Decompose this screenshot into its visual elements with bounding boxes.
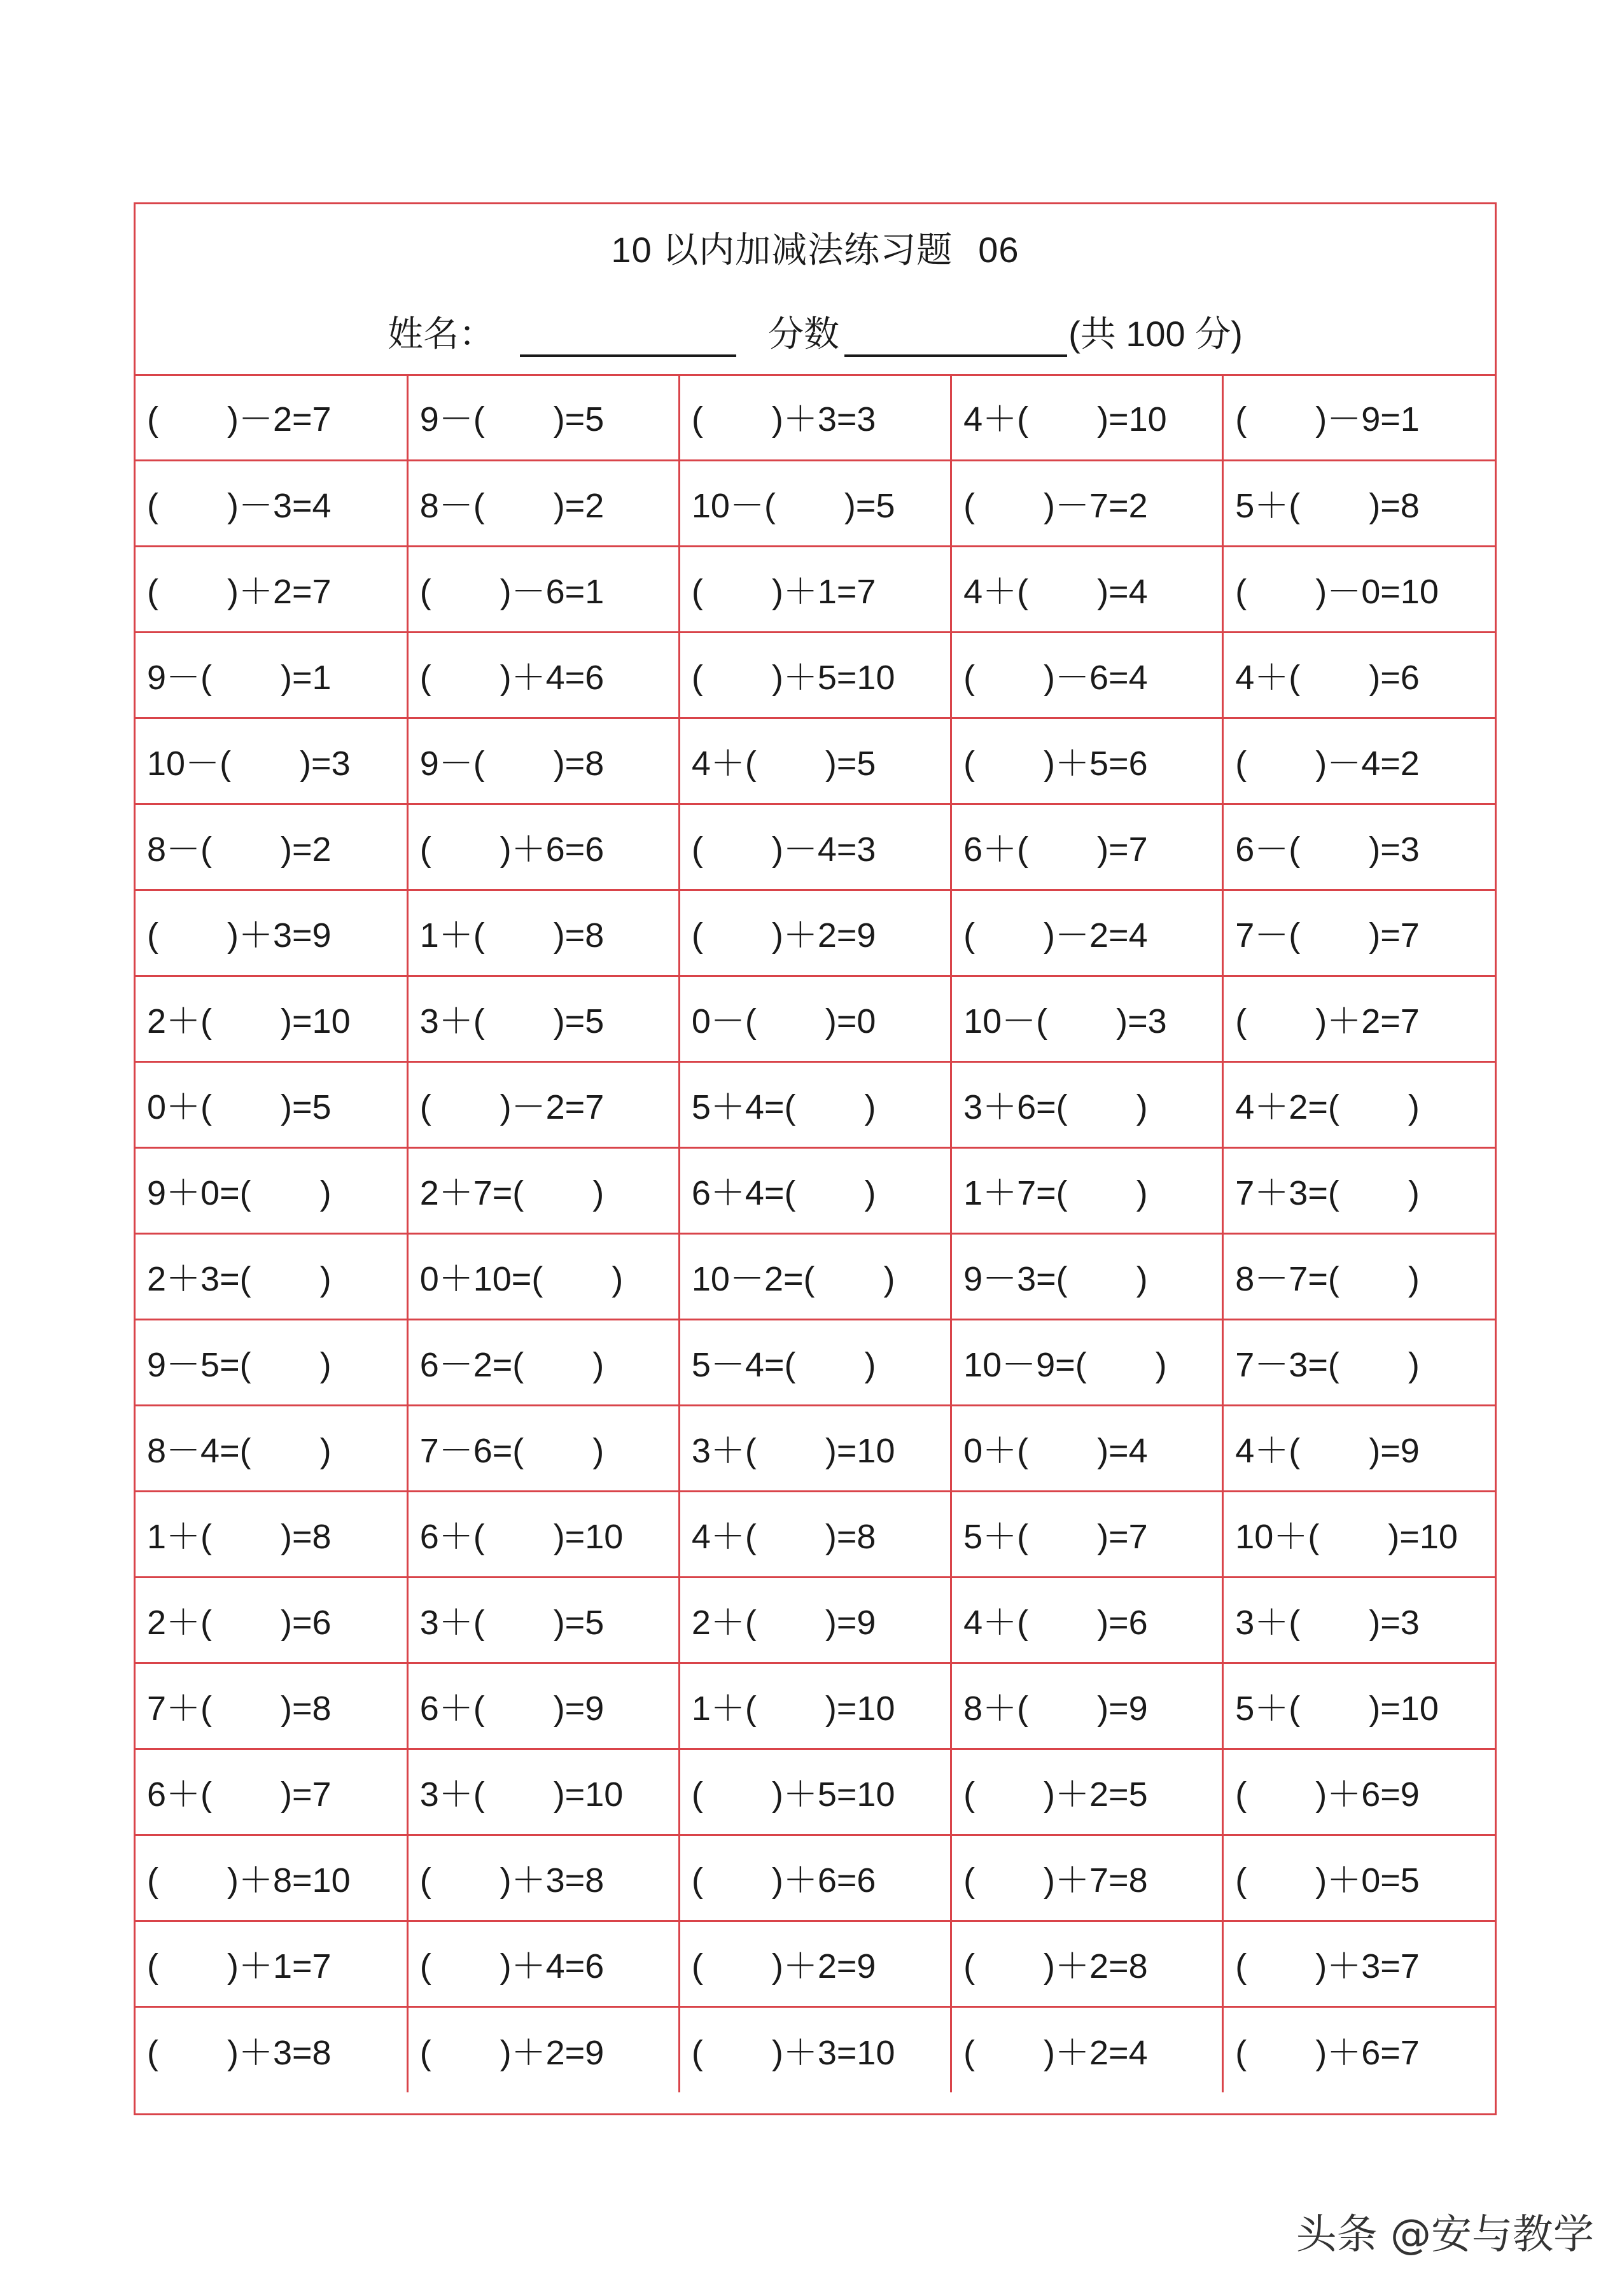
- score-blank[interactable]: [844, 318, 1067, 357]
- problem-cell[interactable]: 6＋( )=10: [407, 1491, 679, 1577]
- problem-cell[interactable]: ( )＋6=9: [1223, 1749, 1495, 1835]
- problem-cell[interactable]: 6＋( )=7: [951, 804, 1223, 890]
- problem-cell[interactable]: ( )－3=4: [136, 460, 407, 546]
- worksheet-header: [136, 204, 1495, 376]
- problem-cell[interactable]: 9－5=( ): [136, 1319, 407, 1405]
- problem-cell[interactable]: 5＋4=( ): [679, 1061, 951, 1147]
- worksheet-number: 06: [978, 230, 1019, 270]
- problem-cell[interactable]: 7－3=( ): [1223, 1319, 1495, 1405]
- problem-cell[interactable]: 2＋( )=10: [136, 976, 407, 1061]
- problem-cell[interactable]: 5－4=( ): [679, 1319, 951, 1405]
- student-info-line: [136, 306, 1495, 357]
- problem-cell[interactable]: ( )＋7=8: [951, 1835, 1223, 1921]
- problem-cell[interactable]: 8－7=( ): [1223, 1233, 1495, 1319]
- problem-cell[interactable]: ( )＋3=9: [136, 890, 407, 976]
- problem-row: [136, 1921, 1495, 2006]
- problem-cell[interactable]: 7－( )=7: [1223, 890, 1495, 976]
- problem-cell[interactable]: 2＋( )=9: [679, 1577, 951, 1663]
- problem-cell[interactable]: 1＋( )=8: [136, 1491, 407, 1577]
- problem-cell[interactable]: 8－4=( ): [136, 1405, 407, 1491]
- problem-cell[interactable]: 5＋( )=7: [951, 1491, 1223, 1577]
- problem-cell[interactable]: 7＋3=( ): [1223, 1147, 1495, 1233]
- problem-row: [136, 1319, 1495, 1405]
- problem-cell[interactable]: ( )＋2=4: [951, 2006, 1223, 2092]
- problem-cell[interactable]: ( )＋1=7: [679, 546, 951, 632]
- problem-cell[interactable]: 6＋4=( ): [679, 1147, 951, 1233]
- problem-row: [136, 1749, 1495, 1835]
- problem-row: [136, 1835, 1495, 1921]
- watermark: 头条 @安与教学: [1296, 2211, 1594, 2258]
- problem-cell[interactable]: 8－( )=2: [407, 460, 679, 546]
- problem-row: [136, 1061, 1495, 1147]
- problem-cell[interactable]: ( )＋3=8: [407, 1835, 679, 1921]
- title-text: 10 以内加减法练习题: [611, 230, 953, 270]
- problem-cell[interactable]: ( )＋5=10: [679, 632, 951, 718]
- problem-cell[interactable]: 9－( )=8: [407, 718, 679, 804]
- problem-cell[interactable]: 6－( )=3: [1223, 804, 1495, 890]
- problem-cell[interactable]: ( )＋2=7: [136, 546, 407, 632]
- problem-cell[interactable]: ( )＋2=8: [951, 1921, 1223, 2006]
- problem-cell[interactable]: 2＋3=( ): [136, 1233, 407, 1319]
- problem-row: [136, 374, 1495, 460]
- problem-cell[interactable]: ( )＋6=6: [407, 804, 679, 890]
- problem-cell[interactable]: 4＋( )=9: [1223, 1405, 1495, 1491]
- score-label: 分数: [768, 314, 840, 354]
- problem-cell[interactable]: 9－3=( ): [951, 1233, 1223, 1319]
- problem-cell[interactable]: 1＋( )=8: [407, 890, 679, 976]
- problem-cell[interactable]: 4＋( )=8: [679, 1491, 951, 1577]
- problem-cell[interactable]: ( )－2=7: [136, 374, 407, 460]
- problem-cell[interactable]: ( )－2=4: [951, 890, 1223, 976]
- problem-row: [136, 1491, 1495, 1577]
- problem-row: [136, 718, 1495, 804]
- problem-row: [136, 460, 1495, 546]
- problem-cell[interactable]: 0＋( )=4: [951, 1405, 1223, 1491]
- problem-cell[interactable]: 5＋( )=10: [1223, 1663, 1495, 1749]
- problem-row: [136, 2006, 1495, 2092]
- total-score-label: (共 100 分): [1068, 314, 1243, 354]
- problem-cell[interactable]: 1＋7=( ): [951, 1147, 1223, 1233]
- problem-cell[interactable]: 7－6=( ): [407, 1405, 679, 1491]
- problem-cell[interactable]: 10－9=( ): [951, 1319, 1223, 1405]
- problem-cell[interactable]: ( )＋2=9: [679, 890, 951, 976]
- problem-cell[interactable]: 9＋0=( ): [136, 1147, 407, 1233]
- problem-cell[interactable]: 8－( )=2: [136, 804, 407, 890]
- problem-cell[interactable]: ( )＋6=6: [679, 1835, 951, 1921]
- problem-cell[interactable]: ( )－4=3: [679, 804, 951, 890]
- problem-cell[interactable]: 4＋( )=4: [951, 546, 1223, 632]
- problem-cell[interactable]: ( )－2=7: [407, 1061, 679, 1147]
- problem-cell[interactable]: 9－( )=1: [136, 632, 407, 718]
- problem-row: [136, 1233, 1495, 1319]
- problem-cell[interactable]: ( )－6=1: [407, 546, 679, 632]
- problem-row: [136, 546, 1495, 632]
- problem-cell[interactable]: 0＋10=( ): [407, 1233, 679, 1319]
- name-blank[interactable]: [520, 318, 736, 357]
- problem-cell[interactable]: ( )＋2=7: [1223, 976, 1495, 1061]
- problem-cell[interactable]: 4＋( )=5: [679, 718, 951, 804]
- problem-cell[interactable]: ( )＋2=9: [407, 2006, 679, 2092]
- problem-cell[interactable]: 4＋2=( ): [1223, 1061, 1495, 1147]
- problem-cell[interactable]: ( )－7=2: [951, 460, 1223, 546]
- problem-cell[interactable]: 3＋( )=10: [407, 1749, 679, 1835]
- problem-row: [136, 1663, 1495, 1749]
- problem-cell[interactable]: 3＋( )=10: [679, 1405, 951, 1491]
- page-title: [136, 222, 1495, 273]
- problem-cell[interactable]: 0＋( )=5: [136, 1061, 407, 1147]
- problem-cell[interactable]: ( )＋4=6: [407, 632, 679, 718]
- problem-cell[interactable]: 10－( )=3: [951, 976, 1223, 1061]
- problem-cell[interactable]: 8＋( )=9: [951, 1663, 1223, 1749]
- problem-cell[interactable]: 6－2=( ): [407, 1319, 679, 1405]
- problem-cell[interactable]: 5＋( )=8: [1223, 460, 1495, 546]
- problem-row: [136, 1147, 1495, 1233]
- problem-row: [136, 1405, 1495, 1491]
- problem-cell[interactable]: 4＋( )=6: [1223, 632, 1495, 718]
- problem-cell[interactable]: ( )－6=4: [951, 632, 1223, 718]
- problem-cell[interactable]: ( )＋6=7: [1223, 2006, 1495, 2092]
- problem-row: [136, 632, 1495, 718]
- problem-cell[interactable]: ( )＋0=5: [1223, 1835, 1495, 1921]
- problem-cell[interactable]: 1＋( )=10: [679, 1663, 951, 1749]
- problem-cell[interactable]: 6＋( )=7: [136, 1749, 407, 1835]
- problem-cell[interactable]: 3＋( )=5: [407, 1577, 679, 1663]
- problem-cell[interactable]: ( )＋3=10: [679, 2006, 951, 2092]
- problem-cell[interactable]: 4＋( )=6: [951, 1577, 1223, 1663]
- problem-cell[interactable]: ( )＋1=7: [136, 1921, 407, 2006]
- problem-cell[interactable]: 10－( )=5: [679, 460, 951, 546]
- worksheet: [134, 202, 1497, 2115]
- problem-cell[interactable]: 10＋( )=10: [1223, 1491, 1495, 1577]
- name-label: 姓名：: [388, 314, 495, 354]
- problem-cell[interactable]: 3＋( )=5: [407, 976, 679, 1061]
- problem-cell[interactable]: 3＋( )=3: [1223, 1577, 1495, 1663]
- problem-cell[interactable]: ( )＋4=6: [407, 1921, 679, 2006]
- problem-cell[interactable]: 6＋( )=9: [407, 1663, 679, 1749]
- problem-cell[interactable]: ( )－0=10: [1223, 546, 1495, 632]
- problem-cell[interactable]: 10－2=( ): [679, 1233, 951, 1319]
- problem-grid: [136, 374, 1495, 2092]
- problem-row: [136, 1577, 1495, 1663]
- problem-cell[interactable]: ( )＋2=9: [679, 1921, 951, 2006]
- problem-cell[interactable]: 2＋7=( ): [407, 1147, 679, 1233]
- problem-cell[interactable]: 7＋( )=8: [136, 1663, 407, 1749]
- problem-row: [136, 890, 1495, 976]
- problem-cell[interactable]: ( )＋3=3: [679, 374, 951, 460]
- problem-cell[interactable]: ( )＋3=8: [136, 2006, 407, 2092]
- problem-cell[interactable]: ( )＋5=6: [951, 718, 1223, 804]
- problem-cell[interactable]: ( )＋5=10: [679, 1749, 951, 1835]
- problem-cell[interactable]: ( )＋2=5: [951, 1749, 1223, 1835]
- problem-row: [136, 976, 1495, 1061]
- problem-cell[interactable]: ( )＋3=7: [1223, 1921, 1495, 2006]
- problem-cell[interactable]: ( )＋8=10: [136, 1835, 407, 1921]
- problem-cell[interactable]: 0－( )=0: [679, 976, 951, 1061]
- problem-cell[interactable]: ( )－9=1: [1223, 374, 1495, 460]
- problem-cell[interactable]: 2＋( )=6: [136, 1577, 407, 1663]
- problem-cell[interactable]: 9－( )=5: [407, 374, 679, 460]
- problem-cell[interactable]: 10－( )=3: [136, 718, 407, 804]
- problem-cell[interactable]: ( )－4=2: [1223, 718, 1495, 804]
- problem-cell[interactable]: 4＋( )=10: [951, 374, 1223, 460]
- problem-cell[interactable]: 3＋6=( ): [951, 1061, 1223, 1147]
- problem-row: [136, 804, 1495, 890]
